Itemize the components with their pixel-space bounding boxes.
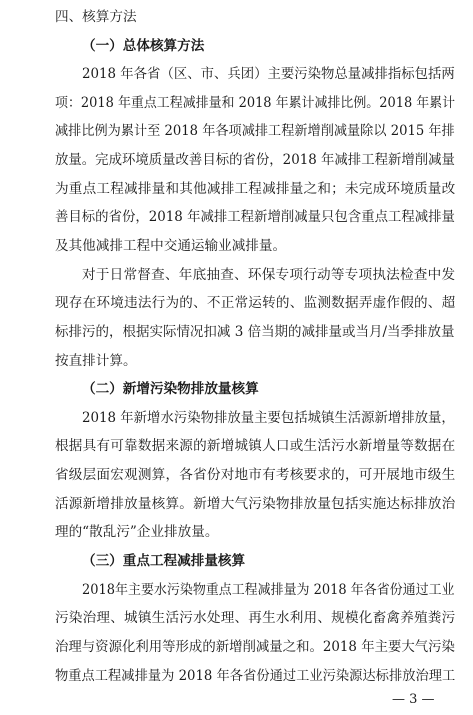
paragraph-line: 根据具有可靠数据来源的新增城镇人口或生活污水新增量等数据在 <box>55 438 456 454</box>
paragraph-line: 现存在环境违法行为的、不正常运转的、监测数据弄虚作假的、超 <box>55 295 456 311</box>
paragraph-line: 善目标的省份，2018 年减排工程新增削减量只包含重点工程减排量 <box>55 209 455 225</box>
paragraph-line: 及其他减排工程中交通运输业减排量。 <box>55 238 287 254</box>
section-heading: 四、核算方法 <box>55 9 137 25</box>
paragraph-line: 治理与资源化利用等形成的新增削减量之和。2018 年主要大气污染 <box>55 639 455 655</box>
paragraph-line: 污染治理、城镇生活污水处理、再生水利用、规模化畜禽养殖粪污 <box>55 610 456 626</box>
paragraph-line: 物重点工程减排量为 2018 年各省份通过工业污染源达标排放治理工 <box>55 668 456 684</box>
paragraph-line: 减排比例为累计至 2018 年各项减排工程新增削减量除以 2015 年排 <box>55 123 455 139</box>
paragraph-line: 项：2018 年重点工程减排量和 2018 年累计减排比例。2018 年累计 <box>55 95 456 111</box>
subsection-1-heading: （一）总体核算方法 <box>82 38 205 54</box>
paragraph-line: 活源新增排放量核算。新增大气污染物排放量包括实施达标排放治 <box>55 496 456 512</box>
paragraph-line: 省级层面宏观测算，各省份对地市有考核要求的，可开展地市级生 <box>55 467 456 483</box>
paragraph-line: 2018 年新增水污染物排放量主要包括城镇生活源新增排放量， <box>82 410 455 426</box>
paragraph-line: 按直排计算。 <box>55 353 137 369</box>
paragraph-line: 为重点工程减排量和其他减排工程减排量之和；未完成环境质量改 <box>55 181 456 197</box>
page-number: — 3 — <box>392 692 435 707</box>
paragraph-line: 2018 年各省（区、市、兵团）主要污染物总量减排指标包括两 <box>82 66 455 82</box>
paragraph-line: 对于日常督查、年底抽查、环保专项行动等专项执法检查中发 <box>82 267 456 283</box>
paragraph-line: 理的“散乱污”企业排放量。 <box>55 524 219 540</box>
subsection-2-heading: （二）新增污染物排放量核算 <box>82 381 259 397</box>
subsection-3-heading: （三）重点工程减排量核算 <box>82 553 246 569</box>
paragraph-line: 2018年主要水污染物重点工程减排量为 2018 年各省份通过工业 <box>82 582 455 598</box>
paragraph-line: 放量。完成环境质量改善目标的省份，2018 年减排工程新增削减量 <box>55 152 455 168</box>
paragraph-line: 标排污的，根据实际情况扣减 3 倍当期的减排量或当月/当季排放量 <box>55 324 455 340</box>
